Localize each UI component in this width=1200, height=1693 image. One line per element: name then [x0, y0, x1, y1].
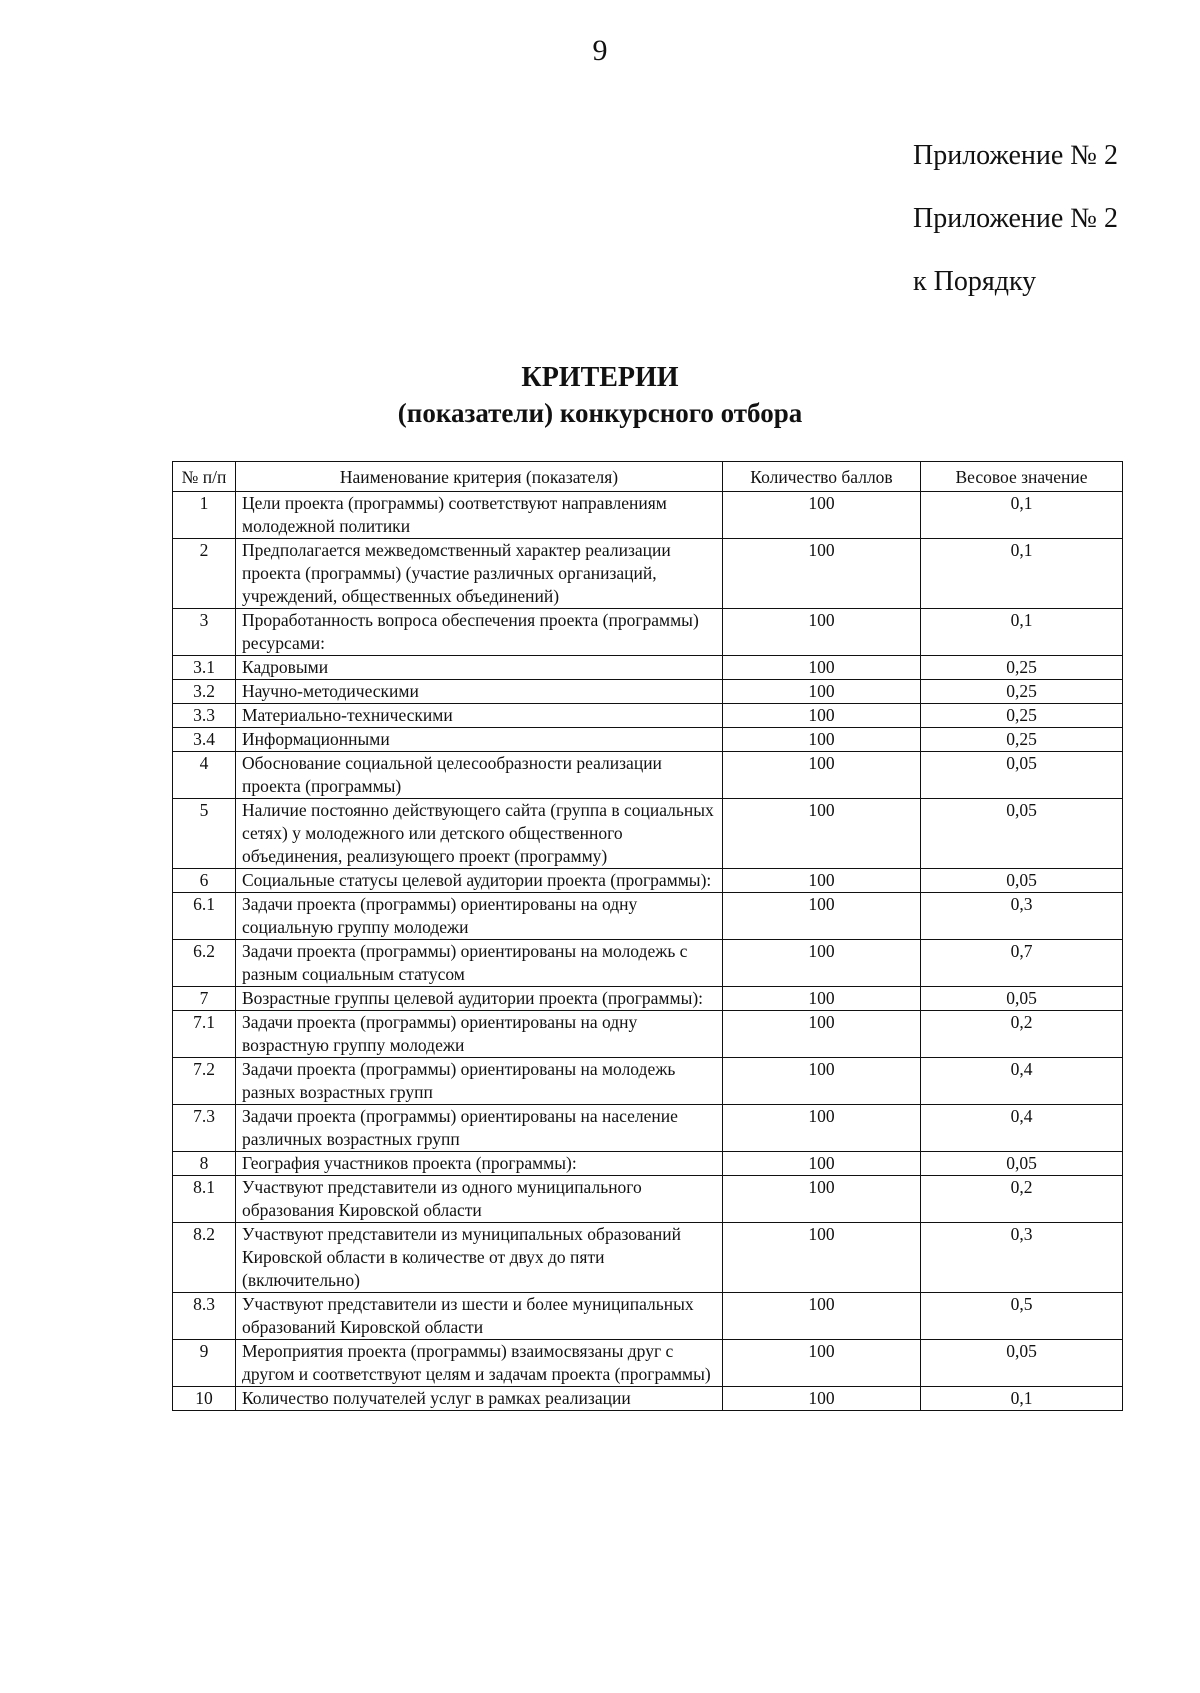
row-criterion-name: Наличие постоянно действующего сайта (группа в социальных сетях) у молодежного или детского общественного объединения, реализующего проект (программу) — [236, 799, 723, 869]
criteria-table — [172, 461, 1123, 1411]
table-row — [173, 1176, 1123, 1223]
row-weight: 0,25 — [921, 680, 1123, 704]
table-row — [173, 609, 1123, 656]
row-weight: 0,5 — [921, 1293, 1123, 1340]
row-points: 100 — [723, 1152, 921, 1176]
row-criterion-name: Цели проекта (программы) соответствуют направлениям молодежной политики — [236, 492, 723, 539]
table-header-row — [173, 462, 1123, 492]
row-weight: 0,3 — [921, 1223, 1123, 1293]
row-points: 100 — [723, 799, 921, 869]
row-points: 100 — [723, 1293, 921, 1340]
row-points: 100 — [723, 1011, 921, 1058]
table-row — [173, 1152, 1123, 1176]
row-weight: 0,3 — [921, 893, 1123, 940]
row-points: 100 — [723, 987, 921, 1011]
row-criterion-name: География участников проекта (программы): — [236, 1152, 723, 1176]
row-criterion-name: Количество получателей услуг в рамках реализации — [236, 1387, 723, 1411]
table-row — [173, 869, 1123, 893]
row-weight: 0,7 — [921, 940, 1123, 987]
row-number: 7.2 — [173, 1058, 236, 1105]
row-weight: 0,1 — [921, 609, 1123, 656]
row-number: 7.3 — [173, 1105, 236, 1152]
appendix-label: Приложение № 2 — [913, 140, 1118, 171]
row-number: 8.1 — [173, 1176, 236, 1223]
row-weight: 0,1 — [921, 1387, 1123, 1411]
row-weight: 0,05 — [921, 869, 1123, 893]
row-points: 100 — [723, 1105, 921, 1152]
row-criterion-name: Мероприятия проекта (программы) взаимосвязаны друг с другом и соответствуют целям и задачам проекта (программы) — [236, 1340, 723, 1387]
row-number: 7.1 — [173, 1011, 236, 1058]
row-criterion-name: Кадровыми — [236, 656, 723, 680]
row-criterion-name: Научно-методическими — [236, 680, 723, 704]
row-number: 3.1 — [173, 656, 236, 680]
row-number: 3 — [173, 609, 236, 656]
row-points: 100 — [723, 1223, 921, 1293]
table-row — [173, 1105, 1123, 1152]
document-subtitle: (показатели) конкурсного отбора — [397, 398, 803, 428]
table-row — [173, 492, 1123, 539]
row-points: 100 — [723, 656, 921, 680]
row-points: 100 — [723, 680, 921, 704]
table-row — [173, 893, 1123, 940]
row-points: 100 — [723, 492, 921, 539]
document-title: КРИТЕРИИ — [521, 362, 679, 393]
row-weight: 0,05 — [921, 1152, 1123, 1176]
header-points: Количество баллов — [723, 462, 921, 492]
row-number: 3.4 — [173, 728, 236, 752]
table-row — [173, 1293, 1123, 1340]
row-criterion-name: Материально-техническими — [236, 704, 723, 728]
row-points: 100 — [723, 893, 921, 940]
page-number: 9 — [592, 34, 608, 67]
row-criterion-name: Задачи проекта (программы) ориентированы на молодежь разных возрастных групп — [236, 1058, 723, 1105]
row-weight: 0,05 — [921, 1340, 1123, 1387]
row-number: 8 — [173, 1152, 236, 1176]
row-number: 6.1 — [173, 893, 236, 940]
table-row — [173, 728, 1123, 752]
header-weight: Весовое значение — [921, 462, 1123, 492]
appendix-label-repeat: Приложение № 2 — [913, 203, 1118, 234]
row-points: 100 — [723, 728, 921, 752]
row-criterion-name: Задачи проекта (программы) ориентированы на население различных возрастных групп — [236, 1105, 723, 1152]
table-row — [173, 752, 1123, 799]
row-weight: 0,4 — [921, 1105, 1123, 1152]
row-points: 100 — [723, 940, 921, 987]
row-number: 3.3 — [173, 704, 236, 728]
row-criterion-name: Задачи проекта (программы) ориентированы на одну социальную группу молодежи — [236, 893, 723, 940]
row-points: 100 — [723, 704, 921, 728]
row-number: 6 — [173, 869, 236, 893]
row-criterion-name: Задачи проекта (программы) ориентированы на одну возрастную группу молодежи — [236, 1011, 723, 1058]
table-row — [173, 656, 1123, 680]
row-number: 6.2 — [173, 940, 236, 987]
row-weight: 0,05 — [921, 987, 1123, 1011]
row-criterion-name: Информационными — [236, 728, 723, 752]
row-criterion-name: Задачи проекта (программы) ориентированы на молодежь с разным социальным статусом — [236, 940, 723, 987]
row-weight: 0,2 — [921, 1176, 1123, 1223]
row-number: 9 — [173, 1340, 236, 1387]
row-weight: 0,05 — [921, 752, 1123, 799]
row-points: 100 — [723, 1340, 921, 1387]
row-weight: 0,2 — [921, 1011, 1123, 1058]
row-weight: 0,05 — [921, 799, 1123, 869]
row-points: 100 — [723, 752, 921, 799]
row-criterion-name: Проработанность вопроса обеспечения проекта (программы) ресурсами: — [236, 609, 723, 656]
table-row — [173, 1340, 1123, 1387]
table-row — [173, 704, 1123, 728]
row-points: 100 — [723, 1387, 921, 1411]
row-criterion-name: Социальные статусы целевой аудитории проекта (программы): — [236, 869, 723, 893]
table-row — [173, 1058, 1123, 1105]
row-number: 8.2 — [173, 1223, 236, 1293]
row-weight: 0,25 — [921, 656, 1123, 680]
row-points: 100 — [723, 1176, 921, 1223]
table-row — [173, 539, 1123, 609]
table-row — [173, 1011, 1123, 1058]
table-row — [173, 680, 1123, 704]
row-number: 3.2 — [173, 680, 236, 704]
row-weight: 0,4 — [921, 1058, 1123, 1105]
table-row — [173, 1387, 1123, 1411]
row-weight: 0,25 — [921, 704, 1123, 728]
row-weight: 0,25 — [921, 728, 1123, 752]
row-points: 100 — [723, 609, 921, 656]
row-criterion-name: Участвуют представители из шести и более муниципальных образований Кировской области — [236, 1293, 723, 1340]
row-criterion-name: Участвуют представители из одного муниципального образования Кировской области — [236, 1176, 723, 1223]
row-criterion-name: Обоснование социальной целесообразности реализации проекта (программы) — [236, 752, 723, 799]
row-points: 100 — [723, 1058, 921, 1105]
row-points: 100 — [723, 869, 921, 893]
row-criterion-name: Участвуют представители из муниципальных образований Кировской области в количестве от двух до пяти (включительно) — [236, 1223, 723, 1293]
row-criterion-name: Возрастные группы целевой аудитории проекта (программы): — [236, 987, 723, 1011]
table-row — [173, 940, 1123, 987]
appendix-reference: к Порядку — [913, 266, 1037, 297]
row-number: 10 — [173, 1387, 236, 1411]
row-weight: 0,1 — [921, 492, 1123, 539]
criteria-table-body — [173, 492, 1123, 1411]
header-criterion-name: Наименование критерия (показателя) — [236, 462, 723, 492]
row-criterion-name: Предполагается межведомственный характер реализации проекта (программы) (участие различных организаций, учреждений, общественных объединений) — [236, 539, 723, 609]
row-points: 100 — [723, 539, 921, 609]
row-number: 7 — [173, 987, 236, 1011]
table-row — [173, 987, 1123, 1011]
table-row — [173, 1223, 1123, 1293]
row-number: 2 — [173, 539, 236, 609]
table-row — [173, 799, 1123, 869]
row-number: 5 — [173, 799, 236, 869]
row-number: 4 — [173, 752, 236, 799]
row-number: 8.3 — [173, 1293, 236, 1340]
row-weight: 0,1 — [921, 539, 1123, 609]
row-number: 1 — [173, 492, 236, 539]
header-number: № п/п — [173, 462, 236, 492]
